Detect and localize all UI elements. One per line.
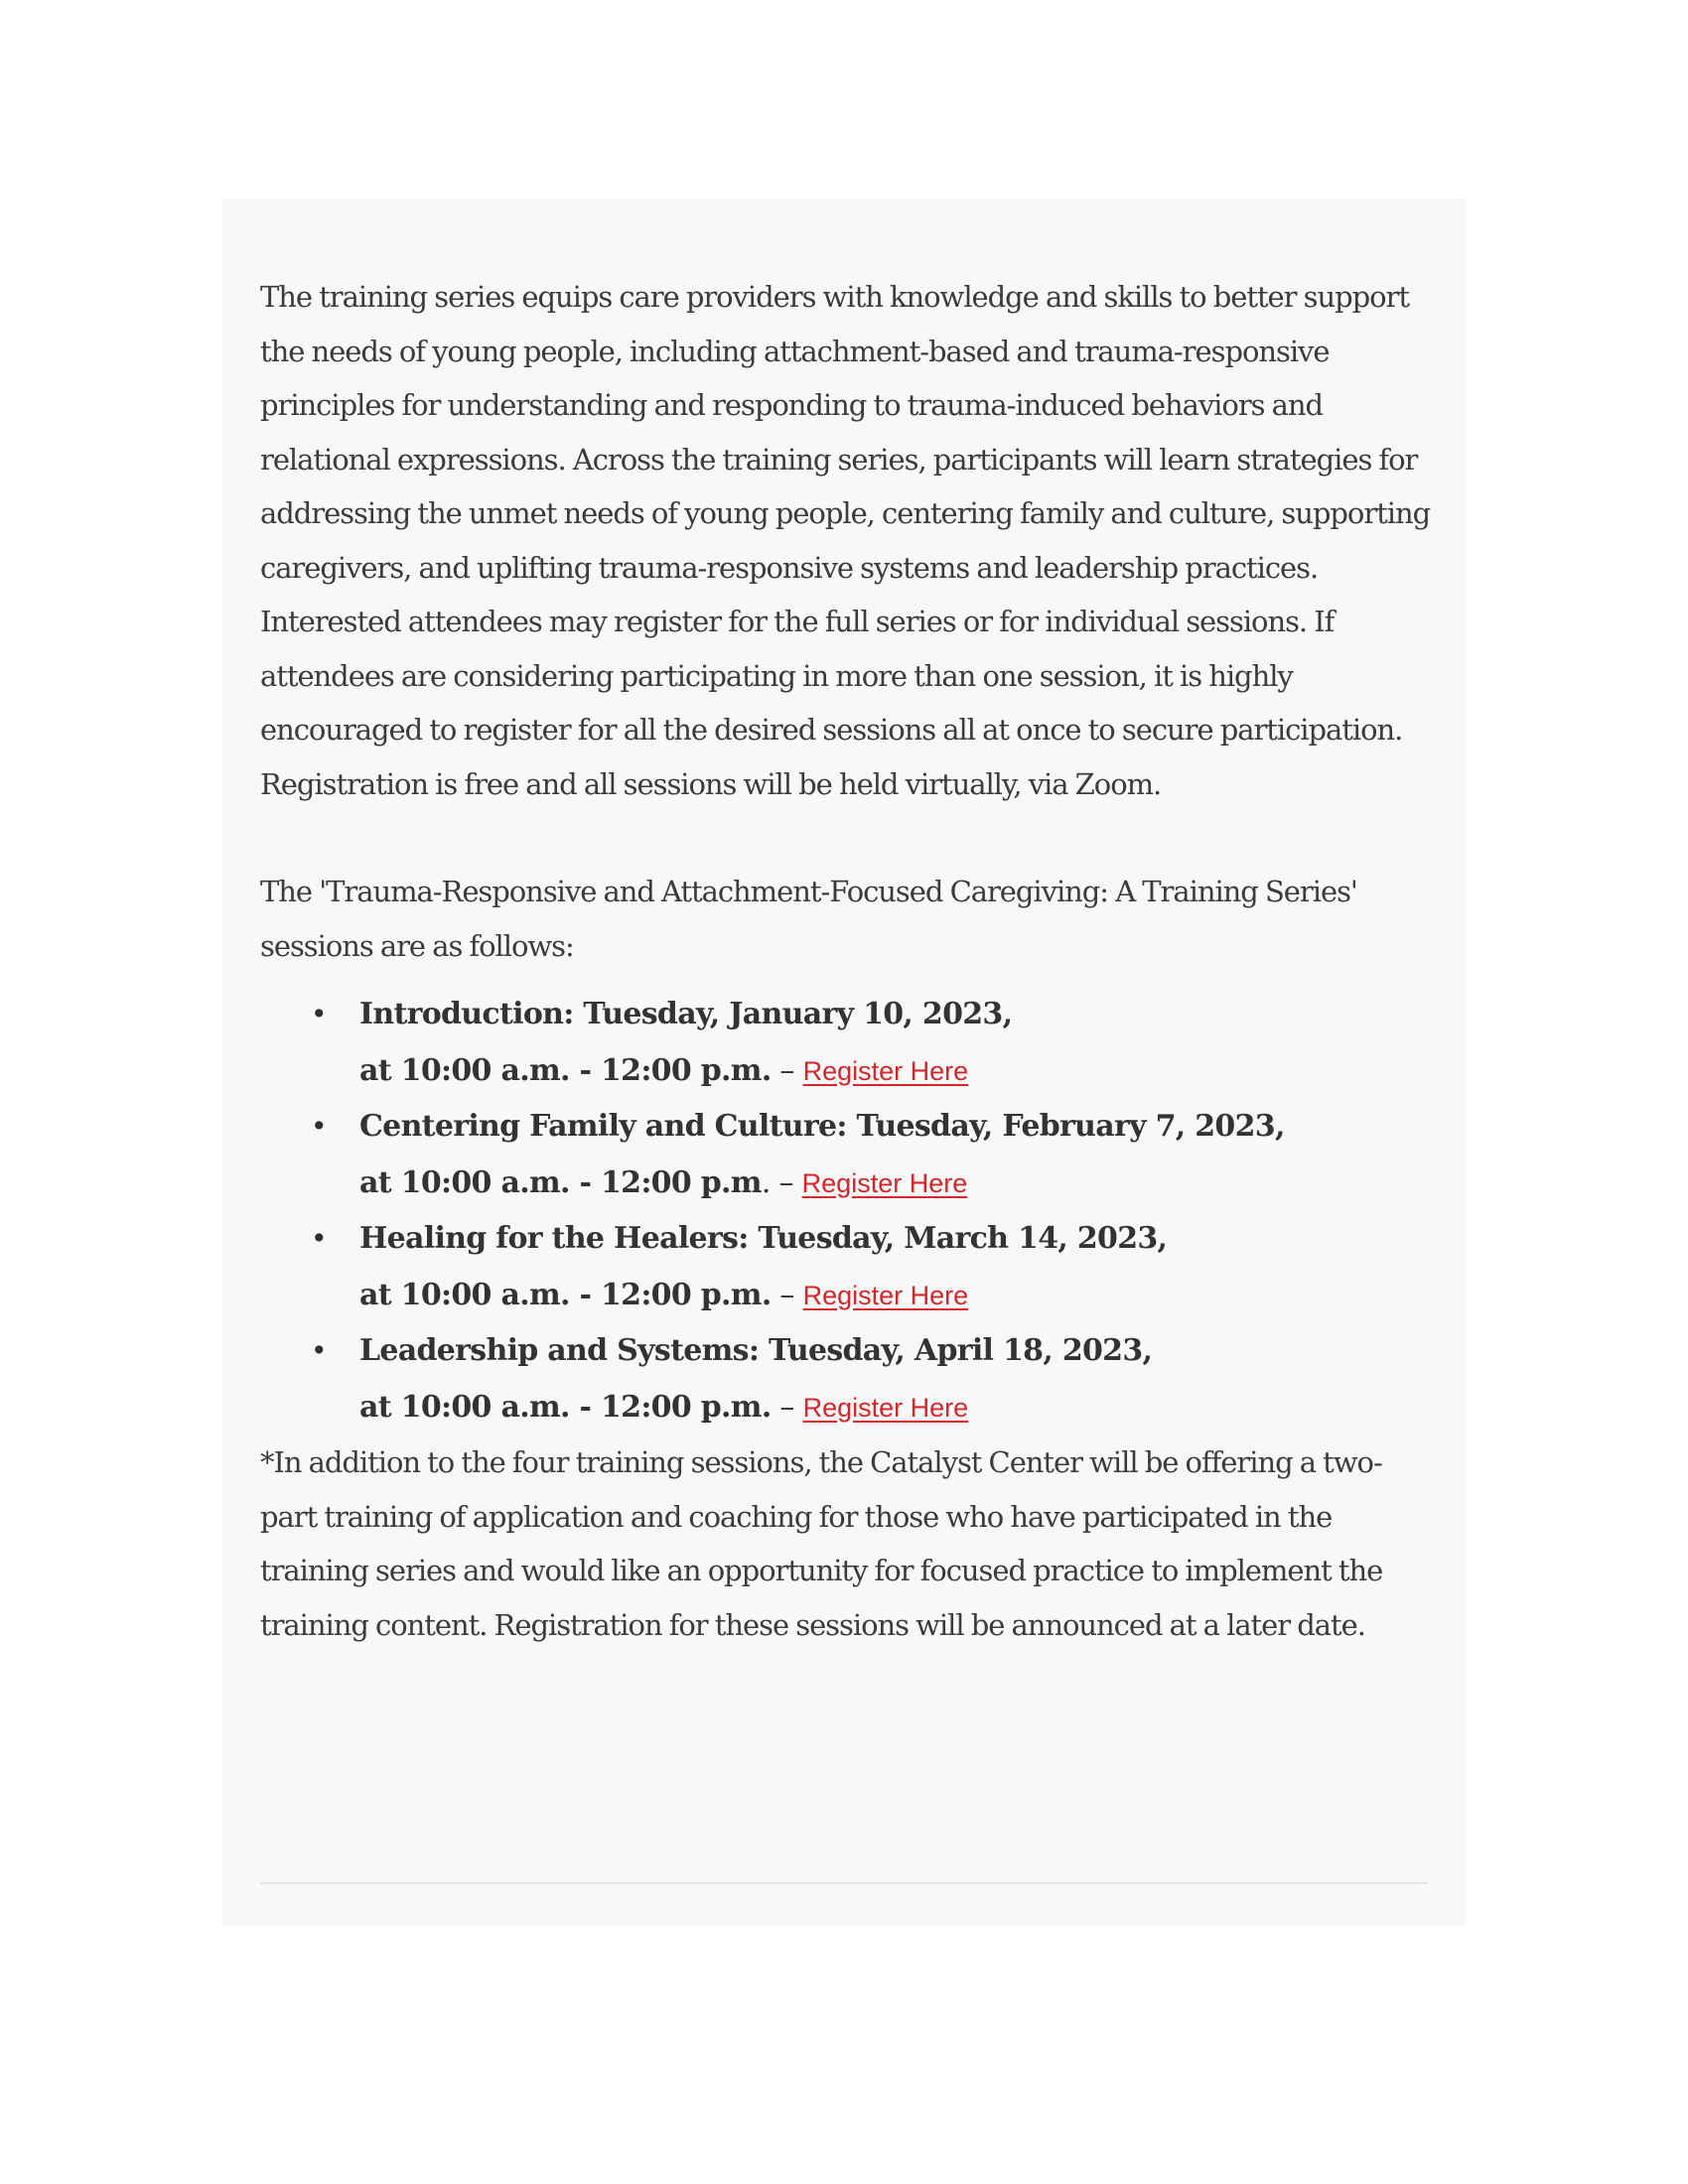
session-item-centering-family	[311, 1099, 1432, 1211]
session-separator: –	[771, 1052, 803, 1088]
session-separator: –	[771, 1389, 803, 1425]
register-link-centering-family[interactable]: Register Here	[801, 1167, 968, 1198]
session-item-healing-for-healers	[311, 1211, 1432, 1323]
content-body	[260, 270, 1432, 1652]
footer-divider	[260, 1882, 1428, 1884]
session-title: Leadership and Systems: Tuesday, April 18, 2023,	[359, 1333, 1153, 1368]
session-item-leadership-systems	[311, 1323, 1432, 1435]
session-separator: . –	[761, 1164, 802, 1200]
content-panel	[222, 199, 1466, 1926]
session-item-introduction	[311, 987, 1432, 1099]
session-title: Centering Family and Culture: Tuesday, February 7, 2023,	[359, 1109, 1285, 1144]
bullet-icon: •	[311, 1222, 327, 1255]
note-paragraph: *In addition to the four training sessions, the Catalyst Center will be offering a two-part training of application and coaching for those who have participated in the training series and would like an opportunity for focused practice to implement the training content. Registration for these sessions will be announced at a later date.	[260, 1445, 1383, 1642]
intro-paragraph: The training series equips care providers with knowledge and skills to better support the needs of young people, including attachment-based and trauma-responsive principles for understanding and responding to trauma-induced behaviors and relational expressions. Across the training series, participants will learn strategies for addressing the unmet needs of young people, centering family and culture, supporting caregivers, and uplifting trauma-responsive systems and leadership practices. Interested attendees may register for the full series or for individual sessions. If attendees are considering participating in more than one session, it is highly encouraged to register for all the desired sessions all at once to secure participation. Registration is free and all sessions will be held virtually, via Zoom.	[260, 280, 1431, 801]
bullet-icon: •	[311, 1110, 327, 1143]
session-time: at 10:00 a.m. - 12:00 p.m.	[359, 1277, 772, 1312]
session-time: at 10:00 a.m. - 12:00 p.m	[359, 1164, 762, 1200]
session-separator: –	[771, 1277, 803, 1312]
register-link-introduction[interactable]: Register Here	[802, 1055, 969, 1086]
session-title: Healing for the Healers: Tuesday, March 14, 2023,	[359, 1221, 1168, 1256]
session-time: at 10:00 a.m. - 12:00 p.m.	[359, 1389, 772, 1425]
series-heading: The 'Trauma-Responsive and Attachment-Focused Caregiving: A Training Series' sessions are as follows:	[260, 875, 1357, 963]
bullet-icon: •	[311, 1334, 327, 1367]
register-link-leadership-systems[interactable]: Register Here	[802, 1392, 969, 1423]
session-title: Introduction: Tuesday, January 10, 2023,	[359, 997, 1013, 1031]
session-list	[260, 987, 1432, 1435]
register-link-healing-for-healers[interactable]: Register Here	[802, 1280, 969, 1310]
session-time: at 10:00 a.m. - 12:00 p.m.	[359, 1052, 772, 1088]
bullet-icon: •	[311, 998, 327, 1030]
